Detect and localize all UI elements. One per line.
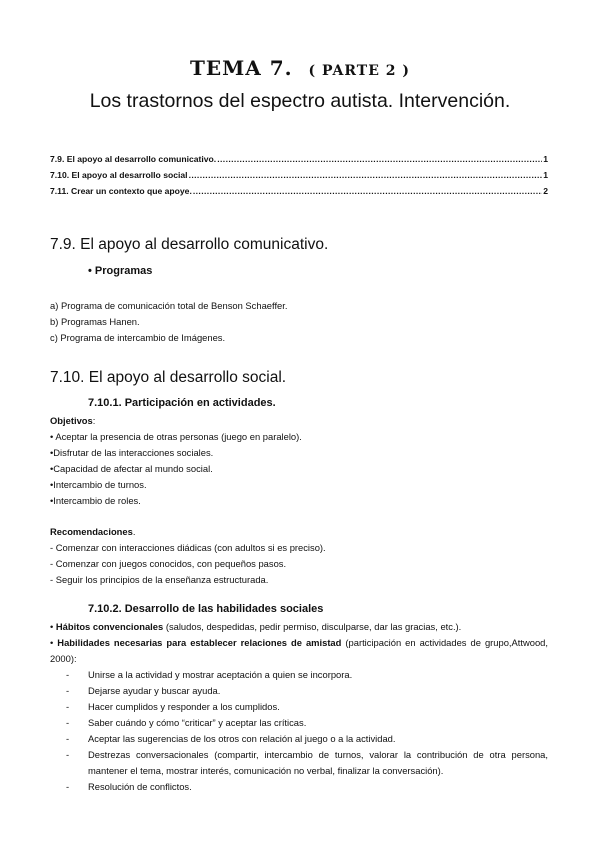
toc-entry-page: 2: [543, 186, 548, 196]
objetivo-item: •Capacidad de afectar al mundo social.: [50, 463, 213, 474]
toc-entry-label: 7.11. Crear un contexto que apoye.: [50, 186, 192, 196]
dash-marker: -: [66, 717, 70, 728]
program-item: a) Programa de comunicación total de Benson Schaeffer.: [50, 300, 288, 311]
habitos-text: (saludos, despedidas, pedir permiso, disculparse, dar las gracias, etc.).: [163, 621, 462, 632]
toc-entry[interactable]: [50, 154, 548, 170]
objetivo-item: •Intercambio de turnos.: [50, 479, 147, 490]
toc-entry-label: 7.9. El apoyo al desarrollo comunicativo.: [50, 154, 217, 164]
toc-entry-label: 7.10. El apoyo al desarrollo social: [50, 170, 188, 180]
recomendaciones-dot: .: [132, 526, 136, 537]
section-heading-7-10: 7.10. El apoyo al desarrollo social.: [50, 369, 287, 386]
list-item-text: Resolución de conflictos.: [88, 781, 192, 792]
objetivos-colon: :: [92, 415, 96, 426]
objetivos-label: [50, 413, 95, 429]
toc-entry[interactable]: [50, 186, 548, 202]
list-item-text: Aceptar las sugerencias de los otros con relación al juego o a la actividad.: [88, 733, 396, 744]
recomendacion-item: - Comenzar con juegos conocidos, con pequeños pasos.: [50, 558, 287, 569]
recomendaciones-label: [50, 524, 135, 540]
objetivos-label-text: Objetivos: [50, 415, 93, 426]
dash-marker: -: [66, 669, 70, 680]
recomendacion-item: - Seguir los principios de la enseñanza estructurada.: [50, 574, 269, 585]
objetivo-item: • Aceptar la presencia de otras personas (juego en paralelo).: [50, 431, 302, 442]
page-subtitle: Los trastornos del espectro autista. Intervención.: [89, 90, 511, 112]
objetivo-item: •Disfrutar de las interacciones sociales.: [50, 447, 214, 458]
program-item: c) Programa de intercambio de Imágenes.: [50, 332, 226, 343]
toc-entry-page: 1: [543, 170, 548, 180]
subheading-7-10-1: 7.10.1. Participación en actividades.: [88, 397, 276, 409]
title-part: ( PARTE 2 ): [308, 63, 411, 79]
subheading-programas: • Programas: [88, 265, 153, 277]
amistad-list: [66, 667, 548, 795]
dash-marker: -: [66, 685, 70, 696]
dash-marker: -: [66, 701, 70, 712]
list-item-text: Destrezas conversacionales (compartir, intercambio de turnos, valorar la contribución de otra persona, mantener el tema, mostrar interés, comunicación no verbal, finalizar la conversación).: [88, 749, 548, 776]
amistad-paragraph: [50, 635, 548, 667]
toc-leader-dots: [189, 170, 543, 180]
subheading-7-10-2: 7.10.2. Desarrollo de las habilidades sociales: [88, 603, 324, 615]
list-item: [66, 779, 548, 795]
toc-leader-dots: [217, 154, 542, 164]
amistad-label: Habilidades necesarias para establecer relaciones de amistad: [57, 637, 342, 648]
dash-marker: -: [66, 781, 70, 792]
table-of-contents: [50, 154, 548, 202]
habitos-label: Hábitos convencionales: [55, 621, 164, 632]
toc-entry[interactable]: [50, 170, 548, 186]
page-title: [0, 56, 600, 80]
list-item-text: Hacer cumplidos y responder a los cumplidos.: [88, 701, 280, 712]
list-item: [66, 683, 548, 699]
toc-leader-dots: [193, 186, 542, 196]
list-item-text: Saber cuándo y cómo “criticar” y aceptar las críticas.: [88, 717, 307, 728]
list-item-text: Unirse a la actividad y mostrar aceptación a quien se incorpora.: [88, 669, 353, 680]
list-item: [66, 699, 548, 715]
program-item: b) Programas Hanen.: [50, 316, 140, 327]
dash-marker: -: [66, 749, 70, 760]
objetivo-item: •Intercambio de roles.: [50, 495, 141, 506]
dash-marker: -: [66, 733, 70, 744]
recomendaciones-label-text: Recomendaciones: [50, 526, 133, 537]
list-item: [66, 715, 548, 731]
recomendacion-item: - Comenzar con interacciones diádicas (con adultos si es preciso).: [50, 542, 326, 553]
bullet: •: [50, 621, 56, 632]
bullet: •: [50, 637, 58, 648]
list-item: [66, 731, 548, 747]
amistad-text: (participación en actividades de grupo,Attwood, 2000):: [50, 637, 549, 664]
section-heading-7-9: 7.9. El apoyo al desarrollo comunicativo.: [50, 236, 329, 253]
list-item: [66, 667, 548, 683]
habitos-paragraph: [50, 619, 548, 635]
toc-entry-page: 1: [543, 154, 548, 164]
title-main: TEMA 7.: [189, 56, 293, 80]
list-item: [66, 747, 548, 779]
list-item-text: Dejarse ayudar y buscar ayuda.: [88, 685, 221, 696]
